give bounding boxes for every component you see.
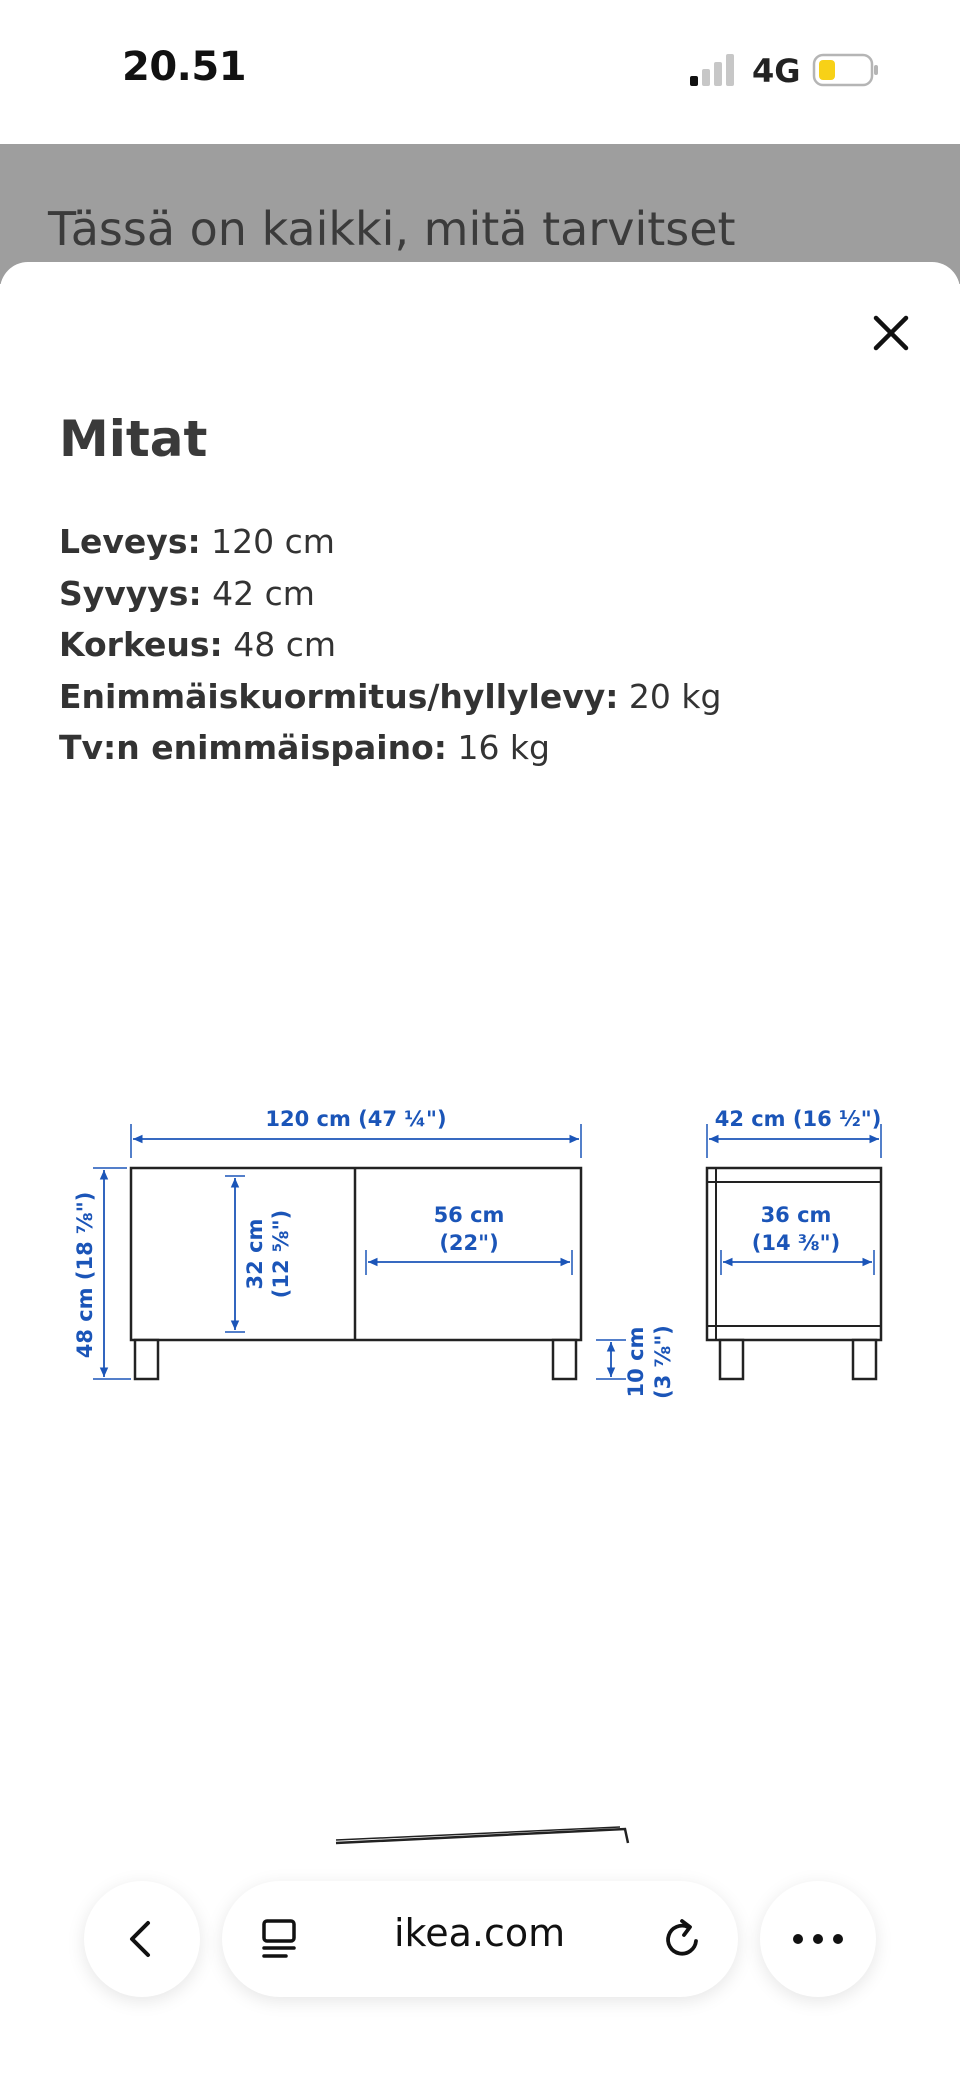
spec-label: Korkeus: [59, 625, 223, 664]
leg-height-inch-label: (3 ⅞") [651, 1325, 675, 1399]
spec-label: Tv:n enimmäispaino: [59, 728, 447, 767]
inner-depth-label: 36 cm [760, 1203, 832, 1227]
next-drawing-fragment [336, 1829, 628, 1843]
sheet-title: Mitat [59, 410, 208, 468]
chevron-left-icon [120, 1917, 164, 1961]
spec-value: 48 cm [222, 625, 336, 664]
status-time: 20.51 [122, 44, 247, 90]
spec-label: Leveys: [59, 522, 201, 561]
leg-height-label: 10 cm [624, 1326, 648, 1398]
cabinet-side [707, 1168, 881, 1379]
drawer-width-label: 56 cm [433, 1203, 505, 1227]
cabinet-front [131, 1168, 581, 1379]
more-icon [790, 1929, 846, 1949]
inner-height-label: 32 cm [243, 1218, 267, 1290]
url-text[interactable]: ikea.com [394, 1911, 566, 1955]
spec-label: Syvyys: [59, 573, 202, 613]
network-label: 4G [752, 52, 801, 90]
height-label: 48 cm (18 ⅞") [73, 1191, 97, 1359]
back-button[interactable] [84, 1881, 200, 1997]
spec-value: 120 cm [200, 522, 335, 561]
background-page-title: Tässä on kaikki, mitä tarvitset [48, 202, 736, 256]
address-bar[interactable] [222, 1881, 738, 1997]
drawer-width-inch-label: (22") [439, 1231, 499, 1255]
more-options-button[interactable] [760, 1881, 876, 1997]
spec-value: 16 kg [446, 728, 550, 767]
spec-value: 42 cm [201, 573, 315, 613]
spec-label: Enimmäiskuormitus/hyllylevy: [59, 676, 619, 716]
reload-icon[interactable] [658, 1915, 706, 1963]
spec-value: 20 kg [618, 676, 722, 716]
inner-height-inch-label: (12 ⅝") [269, 1209, 293, 1299]
side-depth-label: 42 cm (16 ½") [714, 1107, 882, 1131]
tab-overview-icon[interactable] [258, 1917, 302, 1961]
front-width-label: 120 cm (47 ¼") [265, 1107, 447, 1131]
inner-depth-inch-label: (14 ⅜") [751, 1231, 841, 1255]
